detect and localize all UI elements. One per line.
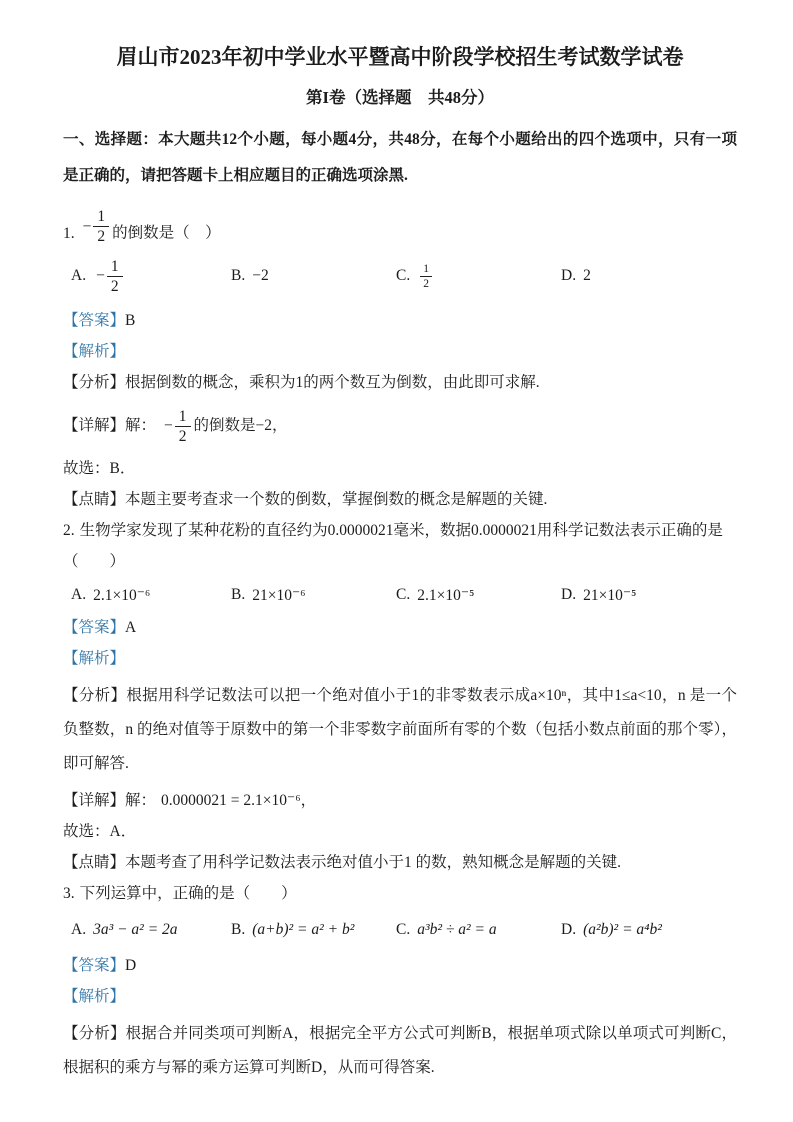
minus-sign: − [164,417,173,434]
fraction [175,408,191,445]
fraction-negative-one-half [164,408,191,445]
analysis-label: 【分析】 [63,1025,126,1042]
analysis-label: 【分析】 [63,374,126,391]
question-3-option-a [71,921,231,939]
question-2-detail-line [63,790,737,812]
question-1-option-b [231,267,396,285]
detail-label: 【详解】 [63,417,126,434]
option-d-value: 2 [583,267,591,284]
question-1-conclusion: 故选：B． [63,460,136,477]
note-text: 本题考查了用科学记数法表示绝对值小于1 的数，熟知概念是解题的关键. [125,854,622,871]
question-2-option-b [231,586,396,605]
question-3-stem-text: 下列运算中，正确的是（ ） [79,885,297,902]
answer-label: 【答案】 [63,957,126,974]
fraction [93,208,109,245]
analysis-text: 根据用科学记数法可以把一个绝对值小于1的非零数表示成a×10ⁿ，其中1≤a<10，n 是一个负整数，n 的绝对值等于原数中的第一个非零数字前面所有零的个数（包括小数点前面的那个零），即可解答. [63,687,737,772]
fraction-numerator: 1 [93,208,109,227]
question-2-answer-line [63,617,737,639]
fraction-denominator: 2 [423,277,429,290]
minus-sign: − [82,217,92,235]
option-c-value: a³b² ÷ a² = a [417,921,497,938]
question-1-options [63,251,737,301]
fraction-denominator: 2 [97,228,106,245]
question-1-option-a [71,258,231,295]
option-a-label: A. [71,586,87,603]
question-2 [63,520,737,874]
question-1-analysis-line [63,372,737,394]
minus-sign: − [96,267,105,284]
question-2-conclusion: 故选：A． [63,823,137,840]
note-text: 本题主要考查求一个数的倒数，掌握倒数的概念是解题的关键. [125,491,548,508]
question-2-note-line [63,852,737,874]
question-3-options [63,914,737,946]
option-d-value: (a²b)² = a⁴b² [583,921,662,938]
fraction-denominator: 2 [178,427,187,445]
question-3-analysis-line [63,1017,737,1085]
section-instructions: 一、选择题：本大题共12个小题，每小题4分，共48分，在每个小题给出的四个选项中，只有一项是正确的，请把答题卡上相应题目的正确选项涂黑. [63,131,737,184]
question-2-option-c [396,586,561,605]
option-d-label: D. [561,267,577,284]
option-b-label: B. [231,921,246,938]
option-b-label: B. [231,267,246,284]
fraction-denominator: 2 [110,277,119,295]
option-c-label: C. [396,921,411,938]
question-2-option-d [561,586,737,605]
detail-prefix: 解： [125,792,157,809]
option-b-value: 21×10⁻⁶ [252,586,306,604]
fraction-one-half [420,263,432,290]
question-1-number: 1. [63,224,75,242]
detail-prefix: 解： [125,417,157,434]
question-2-options [63,582,737,608]
question-2-stem-parens: （ ） [63,553,126,570]
analysis-text: 根据合并同类项可判断A，根据完全平方公式可判断B，根据单项式除以单项式可判断C，根据积的乘方与幂的乘方运算可判断D，从而可得答案. [63,1025,737,1076]
option-b-value: (a+b)² = a² + b² [252,921,355,938]
question-1-stem-text: 的倒数是（ ） [112,224,221,242]
option-c-label: C. [396,586,411,603]
question-2-analysis-line [63,679,737,781]
fraction-negative-one-half [83,208,110,245]
fraction-negative-one-half [96,258,123,295]
question-2-option-a [71,586,231,605]
question-2-explanation-line [63,648,737,670]
fraction-numerator: 1 [107,258,123,277]
option-a-label: A. [71,921,87,938]
fraction-numerator: 1 [175,408,191,427]
question-3-answer-line [63,955,737,977]
question-1-stem [63,196,737,245]
question-3-option-d [561,921,737,939]
option-c-value: 2.1×10⁻⁵ [417,586,475,604]
question-3-explanation-line [63,986,737,1008]
option-d-label: D. [561,586,577,603]
answer-label: 【答案】 [63,619,126,636]
answer-value: B [125,312,136,329]
fraction-numerator: 1 [420,263,432,277]
explanation-label: 【解析】 [63,343,126,360]
detail-math: 0.0000021 = 2.1×10⁻⁶， [161,792,317,809]
question-2-stem-text: 生物学家发现了某种花粉的直径约为0.0000021毫米，数据0.0000021用科学记数法表示正确的是 [79,522,723,539]
analysis-label: 【分析】 [63,687,127,704]
question-1-note-line [63,489,737,511]
question-3-option-c [396,921,561,939]
question-1-answer-line [63,310,737,332]
answer-value: A [125,619,137,636]
detail-text: 的倒数是−2， [193,417,288,434]
explanation-label: 【解析】 [63,650,126,667]
exam-title: 眉山市2023年初中学业水平暨高中阶段学校招生考试数学试卷 [116,45,684,69]
fraction [420,263,432,290]
detail-label: 【详解】 [63,792,126,809]
option-a-value: 3a³ − a² = 2a [93,921,178,938]
option-a-label: A. [71,267,87,284]
part-heading: 第I卷（选择题 共48分） [306,88,494,107]
answer-value: D [125,957,137,974]
question-3-number: 3. [63,885,75,902]
option-b-label: B. [231,586,246,603]
question-1-explanation-line [63,341,737,363]
explanation-label: 【解析】 [63,988,126,1005]
analysis-text: 根据倒数的概念，乘积为1的两个数互为倒数，由此即可求解. [125,374,540,391]
question-1-option-d [561,267,737,285]
fraction [107,258,123,295]
question-1-detail-line [63,403,737,449]
question-3-option-b [231,921,396,939]
question-1-option-c [396,263,561,290]
option-d-value: 21×10⁻⁵ [583,586,637,604]
option-d-label: D. [561,921,577,938]
question-2-stem [63,520,737,542]
question-2-number: 2. [63,522,75,539]
answer-label: 【答案】 [63,312,126,329]
question-3 [63,883,737,1085]
option-a-value: 2.1×10⁻⁶ [93,586,151,604]
question-1 [63,196,737,511]
option-c-label: C. [396,267,411,284]
note-label: 【点睛】 [63,491,126,508]
note-label: 【点睛】 [63,854,126,871]
question-3-stem [63,883,737,905]
option-b-value: −2 [252,267,269,284]
